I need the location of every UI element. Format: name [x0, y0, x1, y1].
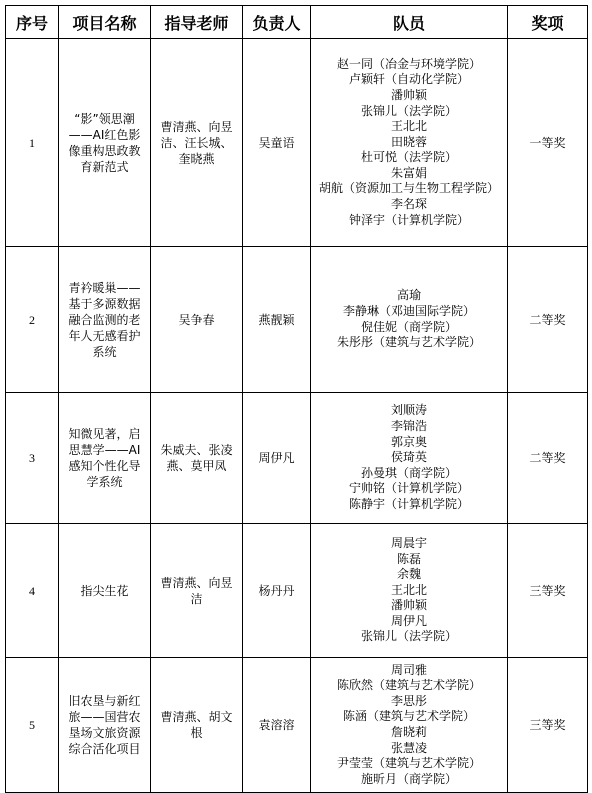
award: 一等奖 [508, 39, 588, 247]
row-index: 1 [6, 39, 59, 247]
member-name: 李静琳（邓迪国际学院） [342, 303, 475, 318]
member-name: 朱彤彤（建筑与艺术学院） [336, 335, 481, 350]
member-name: 王北北 [390, 582, 427, 597]
leader: 周伊凡 [243, 393, 311, 524]
member-name: 刘顺涛 [390, 403, 427, 418]
member-name: 朱富娟 [390, 165, 427, 180]
leader: 袁溶溶 [243, 658, 311, 793]
member-name: 陈欣然（建筑与艺术学院） [336, 678, 481, 693]
member-name: 潘帅颖 [390, 87, 427, 102]
member-name: 陈涵（建筑与艺术学院） [342, 709, 475, 724]
row-index: 3 [6, 393, 59, 524]
row-index: 5 [6, 658, 59, 793]
header-members: 队员 [311, 6, 508, 39]
member-name: 郭京奥 [390, 434, 427, 449]
member-name: 陈磊 [396, 551, 421, 566]
member-name: 李锦浩 [390, 419, 427, 434]
advisors: 吴争春 [151, 247, 243, 393]
members-cell [311, 524, 508, 658]
award: 二等奖 [508, 393, 588, 524]
member-name: 张慧凌 [390, 740, 427, 755]
awards-table [5, 5, 588, 793]
member-name: 赵一同（冶金与环境学院） [336, 56, 481, 71]
members-cell [311, 658, 508, 793]
member-name: 钟泽宇（计算机学院） [348, 212, 469, 227]
award: 二等奖 [508, 247, 588, 393]
member-name: 施昕月（商学院） [360, 771, 457, 786]
member-name: 余魏 [396, 567, 421, 582]
table-row [6, 524, 588, 658]
advisors: 曹清燕、胡文根 [151, 658, 243, 793]
header-advisors: 指导老师 [151, 6, 243, 39]
members-cell [311, 393, 508, 524]
member-name: 周司雅 [390, 662, 427, 677]
member-name: 高瑜 [396, 288, 421, 303]
member-name: 周晨宇 [390, 535, 427, 550]
advisors: 曹清燕、向昱洁 [151, 524, 243, 658]
member-name: 宁帅铭（计算机学院） [348, 481, 469, 496]
header-leader: 负责人 [243, 6, 311, 39]
header-project: 项目名称 [59, 6, 151, 39]
member-name: 张锦儿（法学院） [360, 629, 457, 644]
project-name: 知微见著，启思慧学——AI感知个性化导学系统 [59, 393, 151, 524]
member-name: 詹晓莉 [390, 725, 427, 739]
award: 三等奖 [508, 658, 588, 793]
member-name: 卢颖轩（自动化学院） [348, 72, 469, 87]
members-cell [311, 39, 508, 247]
member-name: 周伊凡 [390, 613, 427, 628]
row-index: 2 [6, 247, 59, 393]
project-name: 指尖生花 [59, 524, 151, 658]
header-row [6, 6, 588, 39]
table-row [6, 39, 588, 247]
leader: 杨丹丹 [243, 524, 311, 658]
member-name: 孙曼琪（商学院） [360, 465, 457, 480]
member-name: 李名琛 [390, 197, 427, 212]
leader: 吴童语 [243, 39, 311, 247]
leader: 燕靓颖 [243, 247, 311, 393]
member-name: 李思彤 [390, 693, 427, 708]
member-name: 侯琦英 [390, 450, 427, 465]
member-name: 杜可悦（法学院） [360, 150, 457, 165]
member-name: 倪佳妮（商学院） [360, 319, 457, 334]
table-row [6, 658, 588, 793]
project-name: 青衿暖巢——基于多源数据融合监测的老年人无感看护系统 [59, 247, 151, 393]
member-name: 尹莹莹（建筑与艺术学院） [336, 756, 481, 771]
member-name: 王北北 [390, 119, 427, 134]
row-index: 4 [6, 524, 59, 658]
members-cell [311, 247, 508, 393]
project-name: “影”领思潮——AI红色影像重构思政教育新范式 [59, 39, 151, 247]
advisors: 朱威夫、张凌燕、莫甲凤 [151, 393, 243, 524]
advisors: 曹清燕、向昱洁、汪长城、奎晓燕 [151, 39, 243, 247]
table-row [6, 393, 588, 524]
table-row [6, 247, 588, 393]
header-index: 序号 [6, 6, 59, 39]
member-name: 潘帅颖 [390, 598, 427, 613]
member-name: 张锦儿（法学院） [360, 103, 457, 118]
header-award: 奖项 [508, 6, 588, 39]
member-name: 陈静宇（计算机学院） [348, 496, 469, 511]
member-name: 胡航（资源加工与生物工程学院） [318, 181, 499, 196]
award: 三等奖 [508, 524, 588, 658]
member-name: 田晓蓉 [390, 134, 427, 149]
project-name: 旧农垦与新红旅——国营农垦场文旅资源综合活化项目 [59, 658, 151, 793]
